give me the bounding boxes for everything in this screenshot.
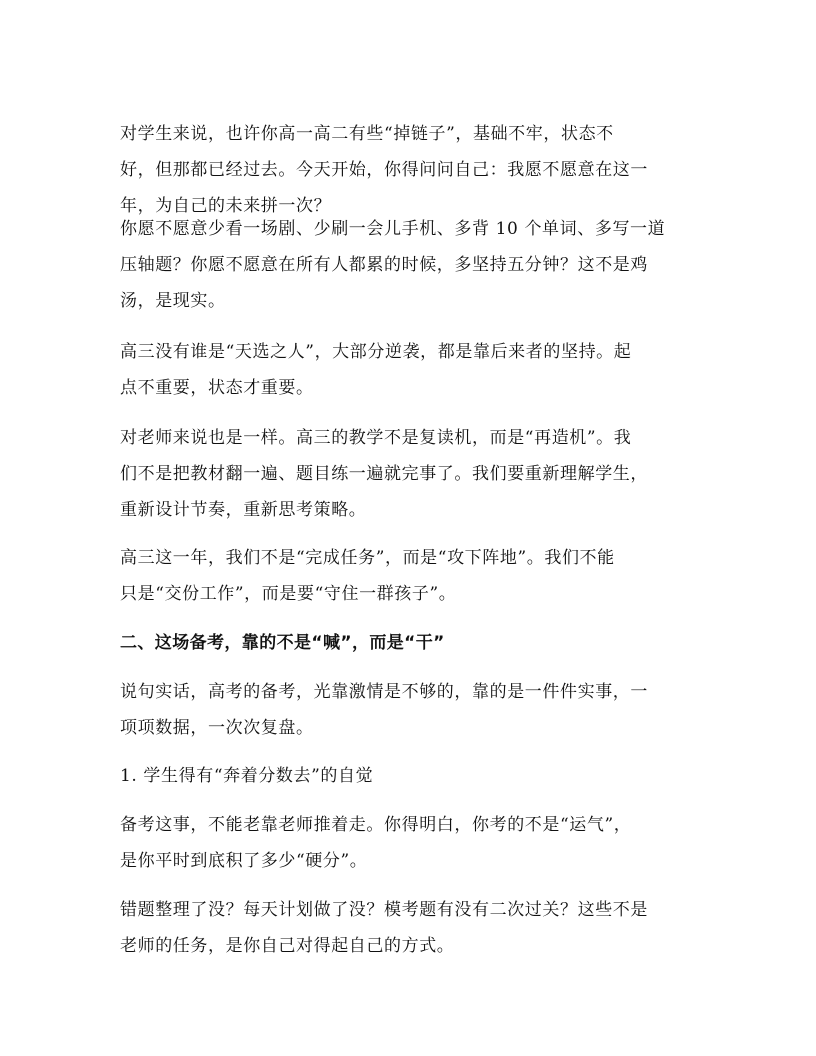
paragraph-6-line-1: 说句实话，高考的备考，光靠激情是不够的，靠的是一件件实事，一 bbox=[120, 682, 648, 702]
paragraph-2-line-3: 汤，是现实。 bbox=[120, 291, 226, 311]
paragraph-3-line-2: 点不重要，状态才重要。 bbox=[120, 378, 314, 398]
paragraph-8-line-2: 老师的任务，是你自己对得起自己的方式。 bbox=[120, 936, 455, 956]
paragraph-7-line-1: 备考这事，不能老靠老师推着走。你得明白，你考的不是“运气”， bbox=[120, 815, 632, 835]
paragraph-4-line-3: 重新设计节奏，重新思考策略。 bbox=[120, 500, 367, 520]
paragraph-6-line-2: 项项数据，一次次复盘。 bbox=[120, 718, 314, 738]
paragraph-8-line-1: 错题整理了没？每天计划做了没？模考题有没有二次过关？这些不是 bbox=[120, 900, 648, 920]
paragraph-1-line-1: 对学生来说，也许你高一高二有些“掉链子”，基础不牢，状态不 bbox=[120, 124, 614, 144]
paragraph-1-line-3: 年，为自己的未来拼一次？ bbox=[120, 196, 332, 216]
paragraph-2-line-2: 压轴题？你愿不愿意在所有人都累的时候，多坚持五分钟？这不是鸡 bbox=[120, 255, 648, 275]
paragraph-4-line-1: 对老师来说也是一样。高三的教学不是复读机，而是“再造机”。我 bbox=[120, 428, 632, 448]
paragraph-7-line-2: 是你平时到底积了多少“硬分”。 bbox=[120, 851, 368, 871]
paragraph-5-line-1: 高三这一年，我们不是“完成任务”，而是“攻下阵地”。我们不能 bbox=[120, 548, 615, 568]
paragraph-2-line-1: 你愿不愿意少看一场剧、少刷一会儿手机、多背 10 个单词、多写一道 bbox=[120, 219, 666, 239]
paragraph-5-line-2: 只是“交份工作”，而是要“守住一群孩子”。 bbox=[120, 584, 457, 604]
paragraph-3-line-1: 高三没有谁是“天选之人”，大部分逆袭，都是靠后来者的坚持。起 bbox=[120, 342, 632, 362]
section-heading: 二、这场备考，靠的不是“喊”，而是“干” bbox=[120, 633, 445, 653]
paragraph-1-line-2: 好，但那都已经过去。今天开始，你得问问自己：我愿不愿意在这一 bbox=[120, 160, 648, 180]
paragraph-4-line-2: 们不是把教材翻一遍、题目练一遍就完事了。我们要重新理解学生， bbox=[120, 464, 648, 484]
numbered-item-1: 1. 学生得有“奔着分数去”的自觉 bbox=[120, 766, 374, 786]
